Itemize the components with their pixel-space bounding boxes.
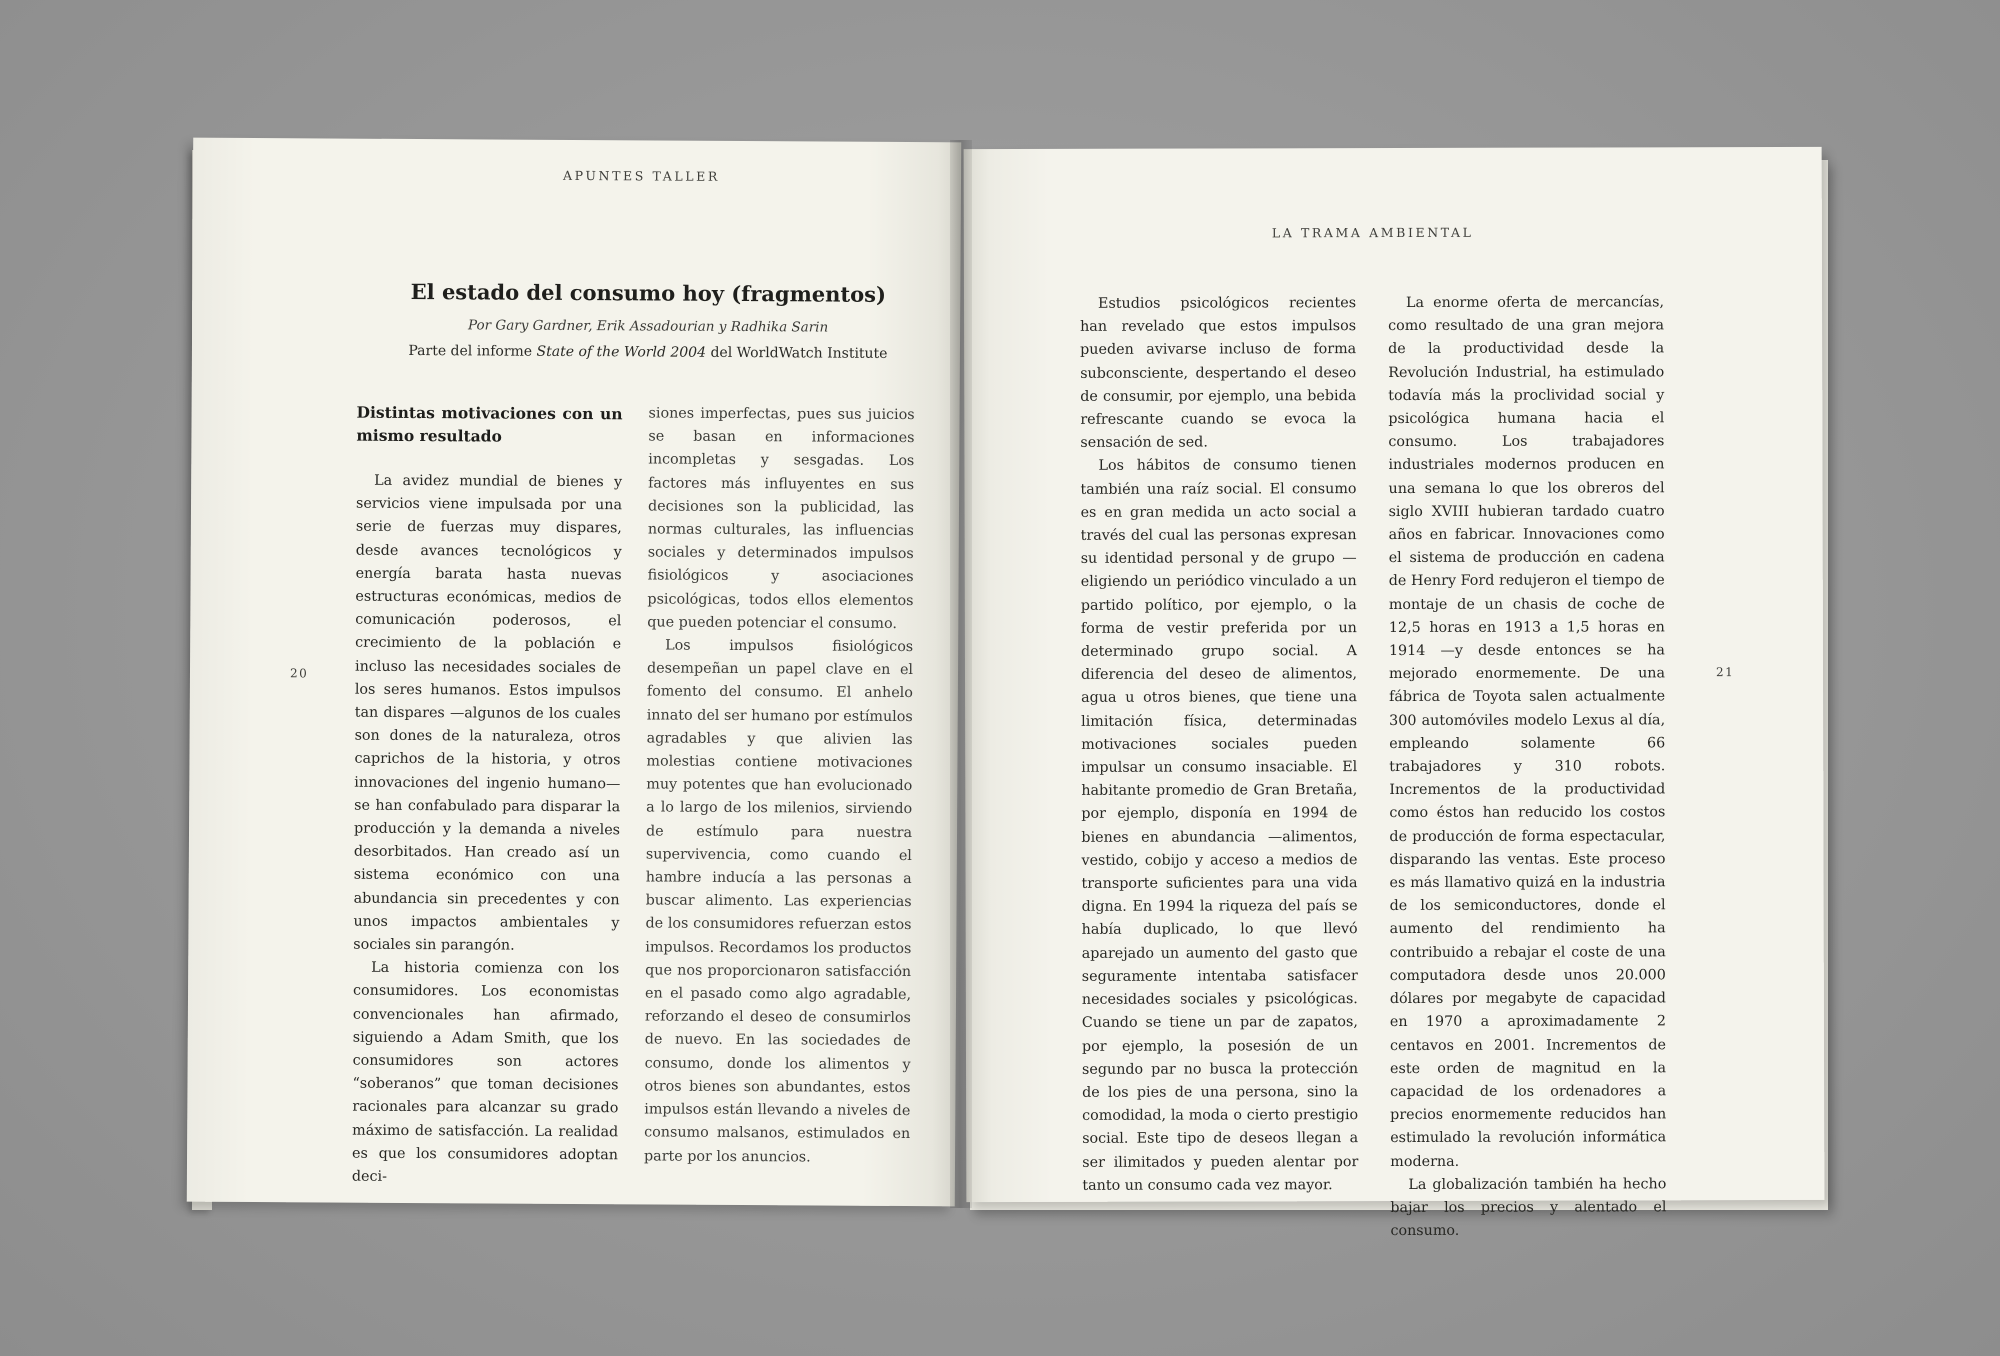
right-column-2 xyxy=(1388,291,1666,1243)
paragraph: Los hábitos de consumo tienen también una raíz social. El consumo es en gran medida un acto social a través del cual las personas expresan su identidad personal y de grupo —eligiendo un periódico vinculado a un partido político, por ejemplo, o la forma de vestir preferida por un determinado grupo social. A diferencia del deseo de alimentos, agua u otros bienes, que tiene una limitación física, determinadas motivaciones sociales pueden impulsar un consumo insaciable. El habitante promedio de Gran Bretaña, por ejemplo, disponía en 1994 de bienes en abundancia —alimentos, vestido, cobijo y acceso a medios de transporte suficientes para una vida digna. En 1994 la riqueza del país se había duplicado, lo que llevó aparejado un aumento del gasto que seguramente intentaba satisfacer necesidades sociales y psicológicas. Cuando se tiene un par de zapatos, por ejemplo, la posesión de un segundo par no busca la protección de los pies de una persona, sino la comodidad, la moda o cierto prestigio social. Este tipo de deseos llegan a ser ilimitados y pueden alentar por tanto un consumo cada vez mayor. xyxy=(1080,457,1359,1194)
right-page xyxy=(964,147,1825,1240)
paragraph: Estudios psicológicos recientes han revelado que estos impulsos pueden avivarse incluso de forma subconsciente, despertando el deseo de consumir, por ejemplo, una bebida refrescante cuando se evoca la sensación de sed. xyxy=(1080,295,1357,452)
book-gutter xyxy=(950,140,972,1208)
left-column-1 xyxy=(352,401,623,1191)
running-head-left: APUNTES TALLER xyxy=(562,167,720,184)
left-column-2 xyxy=(644,402,915,1169)
paragraph: La avidez mundial de bienes y servicios viene impulsada por una serie de fuerzas muy dispares, desde avances tecnológicos y energía barata hasta nuevas estructuras económicas, medios de comunicación poderosos, el crecimiento de la población e incluso las necesidades sociales de los seres humanos. Estos impulsos tan dispares —algunos de los cuales son dones de la naturaleza, otros caprichos de la historia, y otros innovaciones del ingenio humano— se han confabulado para disparar la producción y la demanda a niveles desorbitados. Han creado así un sistema económico con una abundancia sin precedentes y con unos impactos ambientales y sociales sin parangón. xyxy=(353,472,623,954)
paragraph: siones imperfectas, pues sus juicios se basan en informaciones incompletas y sesgadas. Los factores más influyentes en sus decisiones son la publicidad, las normas culturales, las influencias sociales y determinados impulsos fisiológicos y asociaciones psicológicas, todos ellos elementos que pueden potenciar el consumo. xyxy=(647,405,915,632)
section-heading: Distintas motivaciones con un mismo resultado xyxy=(356,402,623,446)
page-number-right: 21 xyxy=(1715,665,1735,680)
paragraph: La enorme oferta de mercancías, como resultado de una gran mejora de la productividad desde la Revolución Industrial, ha estimulado todavía más la proclividad social y psicológica humana hacia el consumo. Los trabajadores industriales modernos producen en una semana lo que los obreros del siglo XVIII hubieran tardado cuatro años en fabricar. Innovaciones como el sistema de producción en cadena de Henry Ford redujeron el tiempo de montaje de un chasis de coche de 12,5 horas en 1913 a 1,5 horas en 1914 —y desde entonces se ha mejorado enormemente. De una fábrica de Toyota salen actualmente 300 automóviles modelo Lexus al día, empleando solamente 66 trabajadores y 310 robots. Incrementos de la productividad como éstos han reducido los costos de producción de forma espectacular, disparando las ventas. Este proceso es más llamativo quizá en la industria de los semiconductores, donde el aumento del rendimiento ha contribuido a rebajar el coste de una computadora desde unos 20.000 dólares por megabyte de capacidad en 1970 a aproximadamente 2 centavos en 2001. Incrementos de este orden de magnitud en la capacidad de los ordenadores a precios enormemente reducidos han estimulado la revolución informática moderna. xyxy=(1388,294,1667,1170)
paragraph: La historia comienza con los consumidores. Los economistas convencionales han afirmado, siguiendo a Adam Smith, que los consumidores son actores “soberanos” que toman decisiones racionales para alcanzar su grado máximo de satisfacción. La realidad es que los consumidores adoptan deci- xyxy=(351,960,620,1185)
paragraph: La globalización también ha hecho bajar los precios y alentado el consumo. xyxy=(1390,1176,1667,1240)
source-suffix: del WorldWatch Institute xyxy=(705,344,888,362)
page-number-left: 20 xyxy=(289,666,309,681)
paragraph: Los impulsos fisiológicos desempeñan un papel clave en el fomento del consumo. El anhelo innato del ser humano por estímulos agradables y que alivien las molestias contiene motivaciones muy potentes que han evolucionado a lo largo de los milenios, sirviendo de estímulo para nuestra supervivencia, como cuando el hambre inducía a las personas a buscar alimento. Las experiencias de los consumidores refuerzan estos impulsos. Recordamos los productos que nos proporcionaron satisfacción en el pasado como algo agradable, reforzando el deseo de consumirlos de nuevo. En las sociedades de consumo, donde los alimentos y otros bienes son abundantes, estos impulsos están llevando a niveles de consumo malsanos, estimulados en parte por los anuncios. xyxy=(643,637,914,1165)
article-byline: Por Gary Gardner, Erik Assadourian y Radhika Sarin xyxy=(467,317,829,336)
left-page xyxy=(187,138,961,1207)
right-column-1 xyxy=(1080,292,1358,1198)
article-source xyxy=(264,342,1032,363)
source-prefix: Parte del informe xyxy=(408,342,537,360)
article-title: El estado del consumo hoy (fragmentos) xyxy=(410,278,887,307)
source-report-title: State of the World 2004 xyxy=(536,343,707,361)
running-head-right: LA TRAMA AMBIENTAL xyxy=(1271,224,1474,241)
